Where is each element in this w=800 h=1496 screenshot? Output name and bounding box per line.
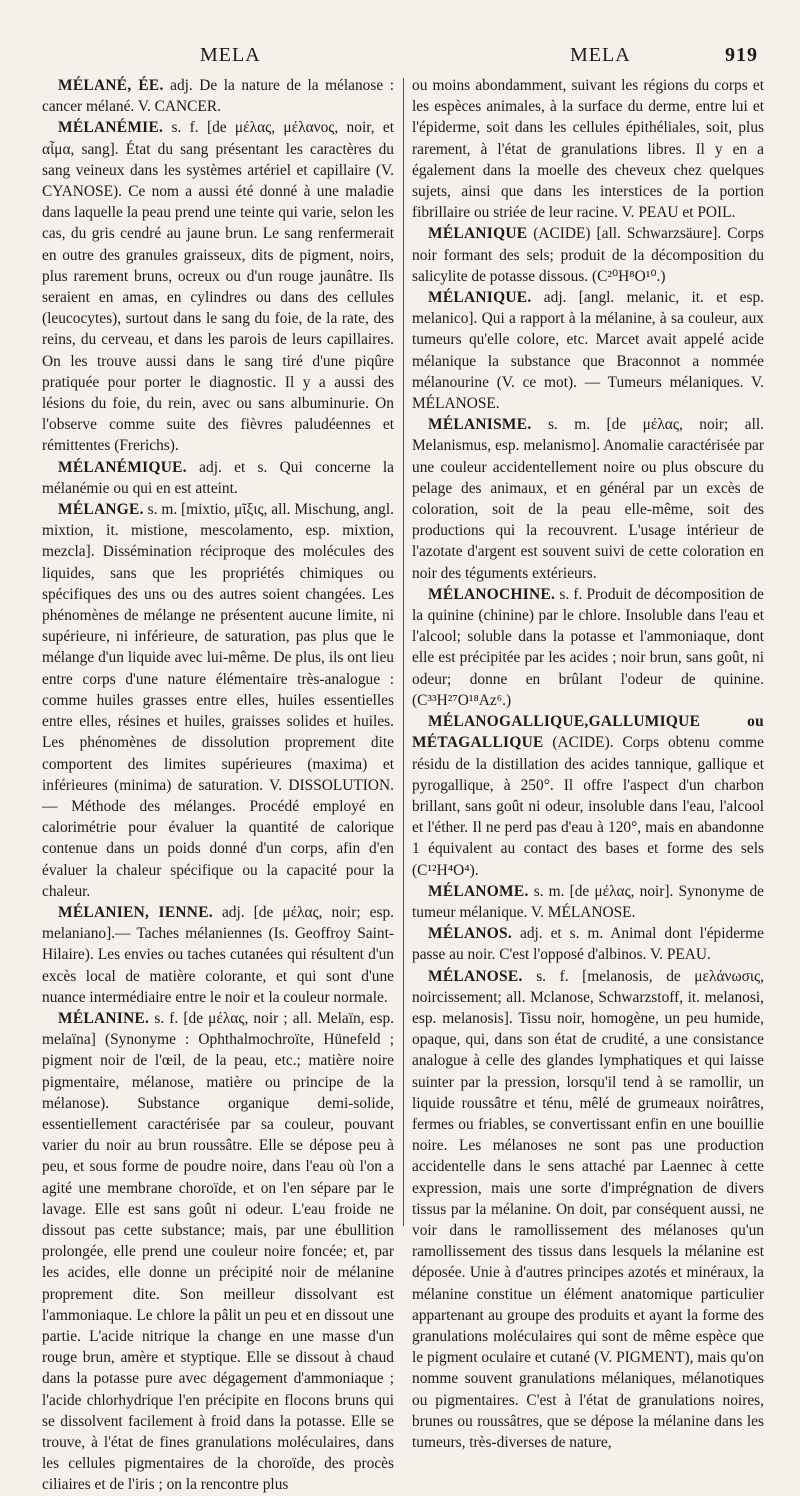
entry-text: ou moins abondamment, suivant les régions du corps et les espèces animales, à la surface du derme, entre lui et l'épiderme, soit dans les cellules épithéliales, soit, plus rarement, à l'état de granulations libres. Il y en a également dans la moelle des cheveux chez quelques sujets, ainsi que dans les interstices de la portion fibrillaire ou striée de leur racine. V. PEAU et POIL.: [412, 77, 764, 222]
entry: [42, 117, 394, 456]
entry-text: adj. et s. m. Animal dont l'épiderme passe au noir. C'est l'opposé d'albinos. V. PEAU.: [412, 925, 764, 964]
entry-headword: MÉLANIEN, IENNE.: [58, 903, 213, 921]
entry-headword: MÉLANINE.: [58, 1009, 150, 1027]
entry: [42, 499, 394, 902]
entry-headword: MÉLANOSE.: [428, 967, 523, 985]
entry-headword: MÉLANÉMIE.: [58, 119, 164, 137]
entry-headword: MÉLANGE.: [58, 501, 144, 519]
entry-text: (ACIDE). Corps obtenu comme résidu de la distillation des acides tannique, gallique et pyrogallique, à 250°. Il offre l'aspect d'un charbon brillant, sans goût ni odeur, insoluble dans l'eau, l'alcool et l'éther. Il ne perd pas d'eau à 120°, mais en abandonne 1 équivalent au contact des bases et forme des sels (C¹²H⁴O⁴).: [412, 734, 764, 879]
entry-headword: MÉLANOCHINE.: [428, 585, 556, 603]
entry-headword: MÉLANISME.: [428, 416, 532, 434]
entry-text: adj. [angl. melanic, it. et esp. melanico]. Qui a rapport à la mélanine, à sa couleur, aux tumeurs qu'elle colore, etc. Marcet avait appelé acide mélanique la substance que Braconnot a nommée mélanourine (V. ce mot). — Tumeurs mélaniques. V. MÉLANOSE.: [412, 289, 764, 413]
entry-headword: MÉLANÉ, ÉE.: [58, 77, 164, 94]
entry: [412, 711, 764, 881]
column-divider: [403, 78, 404, 1226]
entry-text: s. f. [de μέλας, μέλανος, noir, et αἷμα, sang]. État du sang présentant les caractères du sang veineux dans les systèmes artériel et capillaire (V. CYANOSE). Ce nom a aussi été donné à une maladie dans laquelle la peau prend une teinte qui varie, selon les cas, du gris cendré au jaune brun. Le sang renfermerait en outre des granules graisseux, dits de pigment, noirs, plus rarement bruns, ocreux ou d'un rouge jaunâtre. Ils seraient en amas, en cylindres ou dans des cellules (leucocytes), surtout dans le sang du foie, de la rate, des reins, du cerveau, et dans les parois de leurs capillaires. On les trouve aussi dans le sang tiré d'une piqûre pratiquée pour porter le diagnostic. Il y a aussi des lésions du foie, du rein, avec ou sans albuminurie. On l'observe comme suite des fièvres paludéennes et rémittentes (Frerichs).: [42, 119, 394, 455]
entry-text: adj. [de μέλας, noir; esp. melaniano].— Taches mélaniennes (Is. Geoffroy Saint-Hilaire). Les envies ou taches cutanées qui résultent d'un excès local de matière colorante, et qui sont d'une nuance intermédiaire entre le noir et la couleur normale.: [42, 903, 395, 1006]
entry: [42, 457, 394, 499]
entry-text: s. m. [de μέλας, noir; all. Melanismus, esp. melanismo]. Anomalie caractérisée par une couleur accidentellement noire ou plus obscure du pelage des animaux, et en général par un excès de coloration, soit de la peau elle-même, soit des productions qui la recouvrent. L'usage intérieur de l'azotate d'argent est souvent suivi de cette coloration en noir des téguments extérieurs.: [412, 416, 764, 582]
entry: [412, 414, 764, 584]
header-center: MELA: [570, 44, 631, 66]
entry-headword: MÉLANOME.: [428, 882, 529, 900]
entry-text: adj. De la nature de la mélanose : cancer mélané. V. CANCER.: [42, 77, 394, 116]
entry-text: s. f. [de μέλας, noir ; all. Melaïn, esp. melaïna] (Synonyme : Ophthalmochroïte, Hünefeld ; pigment noir de l'œil, de la peau, etc.; matière noire pigmentaire, mélanose, matière ou principe de la mélanose). Substance organique demi-solide, essentiellement caractérisée par sa couleur, pouvant varier du noir au brun roussâtre. Elle se dépose peu à peu, et sous forme de poudre noire, dans l'eau où l'on a agité une membrane choroïde, et on l'en sépare par le lavage. Elle est sans goût ni odeur. L'eau froide ne dissout pas cette substance; mais, par une ébullition prolongée, elle prend une couleur noire foncée; et, par les acides, elle donne un précipité noir de mélanine proprement dite. Son meilleur dissolvant est l'ammoniaque. Le chlore la pâlit un peu et en dissout une partie. L'acide nitrique la change en une masse d'un rouge brun, amère et styptique. Elle se dissout à chaud dans la potasse pure avec dégagement d'ammoniaque ; l'acide chlorhydrique l'en précipite en flocons bruns qui se dissolvent facilement à froid dans la potasse. Elle se trouve, à l'état de fines granulations moléculaires, dans les cellules pigmentaires de la choroïde, des procès ciliaires et de l'iris ; on la rencontre plus: [42, 1009, 394, 1494]
entry: [412, 223, 764, 287]
entry-headword: MÉLANOS.: [428, 925, 513, 943]
entry: [42, 902, 394, 1008]
entry-headword: MÉLANIQUE: [428, 225, 528, 243]
entry: [42, 1008, 394, 1496]
entry-text: s. f. Produit de décomposition de la quinine (chinine) par le chlore. Insoluble dans l'eau et l'alcool; soluble dans la potasse et l'ammoniaque, dont elle est précipitée par les acides ; noir brun, sans goût, ni odeur; donne en brûlant l'odeur de quinine. (C³³H²⁷O¹⁸Az⁶.): [412, 585, 764, 709]
running-header: [0, 40, 800, 70]
entry-headword: MÉLANÉMIQUE.: [58, 458, 187, 476]
header-left: MELA: [200, 44, 261, 66]
left-column: [42, 75, 395, 1494]
entry-text: (ACIDE) [all. Schwarzsäure]. Corps noir formant des sels; produit de la décomposition du salicylite de potasse dissous. (C²⁰H⁸O¹⁰.): [412, 225, 764, 285]
entry-text: s. m. [de μέλας, noir]. Synonyme de tumeur mélanique. V. MÉLANOSE.: [412, 882, 764, 921]
entry-continuation: [412, 75, 764, 223]
entry: [412, 881, 764, 923]
entry: [412, 287, 764, 414]
entry: [412, 584, 764, 711]
right-column: [412, 75, 764, 1451]
entry: [412, 966, 764, 1454]
entry-headword: MÉLANIQUE.: [428, 289, 532, 307]
entry-text: s. m. [mixtio, μῖξις, all. Mischung, angl. mixtion, it. mistione, mescolamento, esp. mixtion, mezcla]. Dissémination réciproque des molécules des liquides, sans que les propriétés chimiques ou spécifiques des uns ou des autres soient changées. Les phénomènes de mélange ne présentent aucune limite, ni supérieure, ni inférieure, de saturation, pas plus que le mélange d'un liquide avec lui-même. De plus, ils ont lieu entre corps d'une nature élémentaire très-analogue : comme huiles grasses entre elles, huiles essentielles entre elles, résines et huiles, graisses solides et huiles. Les phénomènes de dissolution proprement dite comportent des limites supérieures (maxima) et inférieures (minima) de saturation. V. DISSOLUTION.— Méthode des mélanges. Procédé employé en calorimétrie pour évaluer la quantité de calorique contenue dans un poids donné d'un corps, afin d'en évaluer la chaleur spécifique ou la capacité pour la chaleur.: [42, 501, 394, 900]
entry-text: adj. et s. Qui concerne la mélanémie ou qui en est atteint.: [42, 458, 394, 497]
entry-text: s. f. [melanosis, de μελάνωσις, noircissement; all. Mclanose, Schwarzstoff, it. melanosi, esp. melanosis]. Tissu noir, homogène, un peu humide, opaque, qui, dans son état de crudité, a une consistance analogue à celle des glandes lymphatiques et qui laisse suinter par la pression, lorsqu'il tend à se ramollir, un liquide roussâtre et ténu, mêlé de grumeaux noirâtres, fermes ou friables, se convertissant enfin en une bouillie noire. Les mélanoses ne sont pas une production accidentelle dans le sens attaché par Laennec à cette expression, mais une sorte d'imprégnation de divers tissus par la mélanine. On doit, par conséquent aussi, ne voir dans le ramollissement des mélanoses qu'un ramollissement des tissus dans lesquels la mélanine est déposée. Unie à d'autres principes azotés et minéraux, la mélanine constitue un élément anatomique particulier appartenant au groupe des produits et ayant la forme des granulations moléculaires qui sont de même espèce que le pigment oculaire et cutané (V. PIGMENT), mais qu'on nomme souvent granulations mélaniques, mélanotiques ou pigmentaires. C'est à l'état de granulations noires, brunes ou roussâtres, que se dépose la mélanine dans les tumeurs, très-diverses de nature,: [412, 967, 764, 1451]
entry-headword: MÉLANOGALLIQUE,GALLUMIQUE ou MÉTAGALLIQUE: [412, 713, 764, 752]
entry: [42, 75, 394, 117]
page-number: 919: [725, 44, 758, 66]
entry: [412, 923, 764, 965]
